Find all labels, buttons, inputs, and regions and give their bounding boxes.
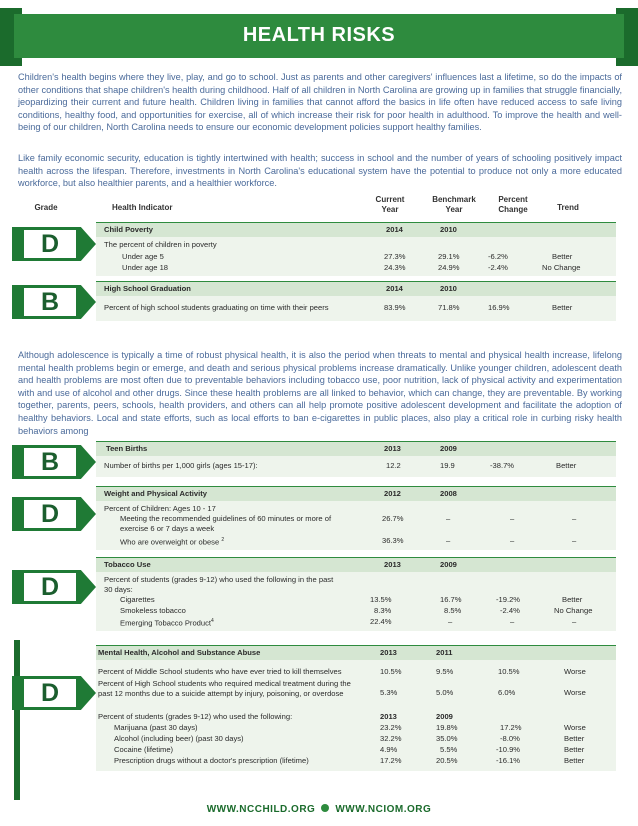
- desc-benchmark-year: 2009: [436, 712, 453, 721]
- row-change: -10.9%: [496, 745, 521, 754]
- row-trend: Better: [552, 303, 573, 312]
- grade-badge-mental-health: [12, 676, 96, 710]
- row-label: Percent of High School students who required medical treatment during the past 12 months due to a suicide attempt by injury, poisoning, or overdose: [98, 679, 351, 698]
- row-current: 17.2%: [380, 756, 402, 765]
- row-current: 32.2%: [380, 734, 402, 743]
- benchmark-year: 2008: [440, 489, 457, 498]
- current-year: 2012: [384, 489, 401, 498]
- grade-badge-teen-births: [12, 445, 96, 479]
- row-benchmark: –: [446, 514, 451, 523]
- col-trend: Trend: [557, 203, 579, 212]
- row-change: –: [510, 617, 515, 626]
- grade-letter: D: [40, 500, 60, 528]
- benchmark-year: 2009: [440, 560, 457, 569]
- row-trend: Better: [562, 595, 583, 604]
- row-label: Prescription drugs without a doctor's prescription (lifetime): [114, 756, 309, 765]
- current-year: 2014: [386, 284, 403, 293]
- section-header: [96, 441, 616, 456]
- current-year: 2013: [384, 560, 401, 569]
- row-label: Under age 18: [122, 263, 169, 272]
- row-label: Under age 5: [122, 252, 164, 261]
- indicator-description: The percent of children in poverty: [104, 240, 217, 249]
- section-title: Weight and Physical Activity: [104, 489, 207, 498]
- bullet-dot-icon: [321, 804, 329, 812]
- row-change: -2.4%: [500, 606, 520, 615]
- indicator-description: Percent of students (grades 9-12) who used the following in the past 30 days:: [104, 575, 334, 594]
- row-change: -8.0%: [500, 734, 520, 743]
- row-change: –: [510, 536, 515, 545]
- row-benchmark: 71.8%: [438, 303, 460, 312]
- section-header: [96, 557, 616, 572]
- row-trend: Worse: [564, 688, 586, 697]
- page-title: HEALTH RISKS: [242, 24, 396, 46]
- row-label: Meeting the recommended guidelines of 60 minutes or more of exercise 6 or 7 days a week: [120, 514, 332, 533]
- row-trend: Better: [564, 734, 585, 743]
- indicator-description: Percent of Children: Ages 10 - 17: [104, 504, 216, 513]
- row-change: -16.1%: [496, 756, 521, 765]
- benchmark-year: 2010: [440, 225, 457, 234]
- adolescent-paragraph: Although adolescence is typically a time of robust physical health, it is also the period when threats to mental and physical health increase, lifelong mental health problems begin or emerge, and death and serious physical problems increase dramatically. Unlike younger children, adolescent death and health problems are most often due to preventable behaviors including tobacco use, poor nutrition, lack of physical activity and experimentation with and use of alcohol and other drugs. Since these health problems are all linked to behavior, which can change, they are preventable. By working together, parents, peers, schools, health providers, and others can all help promote positive adolescent development and facilitate the adoption of healthy behaviors. Local and state efforts, such as local efforts to ban e-cigarettes in public places, also play a critical role in curbing risky health behaviors among: [18, 350, 622, 436]
- row-label: Percent of high school students graduating on time with their peers: [104, 303, 329, 312]
- row-trend: –: [572, 536, 577, 545]
- row-label: Number of births per 1,000 girls (ages 15-17):: [104, 461, 258, 470]
- row-benchmark: 5.5%: [440, 745, 458, 754]
- section-title: Teen Births: [106, 444, 148, 453]
- indicator-description: Percent of students (grades 9-12) who used the following:: [98, 712, 293, 721]
- current-year: 2014: [386, 225, 403, 234]
- footer-link-nciom[interactable]: WWW.NCIOM.ORG: [335, 804, 432, 815]
- grade-letter: D: [40, 679, 60, 707]
- section-weight: [96, 486, 616, 550]
- grade-badge-child-poverty: [12, 227, 96, 261]
- section-tobacco: [96, 557, 616, 631]
- row-trend: –: [572, 514, 577, 523]
- grade-badge-graduation: [12, 285, 96, 319]
- row-change: 10.5%: [498, 667, 520, 676]
- col-percent: Percent Change: [498, 195, 528, 214]
- col-indicator: Health Indicator: [112, 203, 173, 212]
- row-benchmark: 16.7%: [440, 595, 462, 604]
- row-label: Smokeless tobacco: [120, 606, 186, 615]
- row-label: Cocaine (lifetime): [114, 745, 174, 754]
- col-benchmark: Benchmark Year: [432, 195, 476, 214]
- row-trend: Better: [552, 252, 573, 261]
- row-benchmark: 19.9: [440, 461, 455, 470]
- row-current: 4.9%: [380, 745, 398, 754]
- row-benchmark: 24.9%: [438, 263, 460, 272]
- desc-current-year: 2013: [380, 712, 397, 721]
- row-trend: No Change: [554, 606, 593, 615]
- section-graduation: [96, 281, 616, 321]
- row-label: Who are overweight or obese $^2$: [120, 537, 225, 547]
- row-trend: Worse: [564, 667, 586, 676]
- section-child-poverty: [96, 222, 616, 276]
- col-current: Current Year: [375, 195, 405, 214]
- benchmark-year: 2009: [440, 444, 457, 453]
- row-benchmark: 29.1%: [438, 252, 460, 261]
- row-current: 36.3%: [382, 536, 404, 545]
- footer: [0, 804, 638, 815]
- row-trend: –: [572, 617, 577, 626]
- grade-letter: D: [40, 573, 60, 601]
- row-label: Alcohol (including beer) (past 30 days): [114, 734, 244, 743]
- row-change: -2.4%: [488, 263, 508, 272]
- benchmark-year: 2010: [440, 284, 457, 293]
- row-benchmark: –: [446, 536, 451, 545]
- row-current: 24.3%: [384, 263, 406, 272]
- row-label: Marijuana (past 30 days): [114, 723, 198, 732]
- benchmark-year: 2011: [436, 648, 453, 657]
- row-benchmark: –: [448, 617, 453, 626]
- mental-section-left-bar: [14, 640, 20, 800]
- grade-badge-weight: [12, 497, 96, 531]
- row-benchmark: 20.5%: [436, 756, 458, 765]
- row-change: –: [510, 514, 515, 523]
- row-trend: Better: [556, 461, 577, 470]
- header-banner: [0, 0, 638, 62]
- current-year: 2013: [380, 648, 397, 657]
- row-label: Percent of Middle School students who have ever tried to kill themselves: [98, 667, 342, 676]
- row-label: Emerging Tobacco Product$^4$: [120, 618, 214, 628]
- row-benchmark: 8.5%: [444, 606, 462, 615]
- intro-paragraph-2: Like family economic security, education is tightly intertwined with health; success in school and the number of years of schooling positively impact health across the lifespan. Therefore, investments in North Carolina's educational system have the potential to produce not only a more educated workforce, but also healthier parents, and a healthier workforce.: [18, 153, 622, 189]
- grade-letter: B: [40, 448, 60, 476]
- row-current: 26.7%: [382, 514, 404, 523]
- row-change: 17.2%: [500, 723, 522, 732]
- row-change: 6.0%: [498, 688, 516, 697]
- section-title: Tobacco Use: [104, 560, 151, 569]
- row-trend: Better: [564, 756, 585, 765]
- grade-letter: D: [40, 230, 60, 258]
- row-current: 23.2%: [380, 723, 402, 732]
- row-label: Cigarettes: [120, 595, 155, 604]
- row-current: 12.2: [386, 461, 401, 470]
- row-current: 27.3%: [384, 252, 406, 261]
- col-grade: Grade: [34, 203, 58, 212]
- section-teen-births: [96, 441, 616, 477]
- section-mental-health: [96, 645, 616, 771]
- row-trend: Worse: [564, 723, 586, 732]
- grade-badge-tobacco: [12, 570, 96, 604]
- section-title: High School Graduation: [104, 284, 191, 293]
- row-current: 5.3%: [380, 688, 398, 697]
- row-change: -6.2%: [488, 252, 508, 261]
- section-title: Mental Health, Alcohol and Substance Abuse: [98, 648, 261, 657]
- grade-letter: B: [40, 288, 60, 316]
- section-header: [96, 222, 616, 237]
- row-change: -19.2%: [496, 595, 521, 604]
- row-current: 13.5%: [370, 595, 392, 604]
- current-year: 2013: [384, 444, 401, 453]
- row-current: 22.4%: [370, 617, 392, 626]
- row-trend: No Change: [542, 263, 581, 272]
- row-benchmark: 5.0%: [436, 688, 454, 697]
- row-change: 16.9%: [488, 303, 510, 312]
- row-benchmark: 35.0%: [436, 734, 458, 743]
- section-title: Child Poverty: [104, 225, 153, 234]
- row-benchmark: 19.8%: [436, 723, 458, 732]
- row-current: 8.3%: [374, 606, 392, 615]
- footer-link-ncchild[interactable]: WWW.NCCHILD.ORG: [206, 804, 316, 815]
- row-change: -38.7%: [490, 461, 515, 470]
- row-current: 83.9%: [384, 303, 406, 312]
- row-current: 10.5%: [380, 667, 402, 676]
- row-trend: Better: [564, 745, 585, 754]
- intro-paragraph-1: Children's health begins where they live, play, and go to school. Just as parents and other caregivers' influences last a lifetime, so do the impacts of other conditions that shape children's health during childhood. Half of all children in North Carolina are growing up in families that struggle financially, jeopardizing their current and future health. Children living in families that cannot afford the basics in life often have reduced access to safe living conditions, healthy food, and opportunities for exercise, all of which increase their risk for poor health in adulthood. To improve the health and well-being of our children, North Carolina needs to ensure our economic development policies support healthy families.: [18, 72, 622, 133]
- row-benchmark: 9.5%: [436, 667, 454, 676]
